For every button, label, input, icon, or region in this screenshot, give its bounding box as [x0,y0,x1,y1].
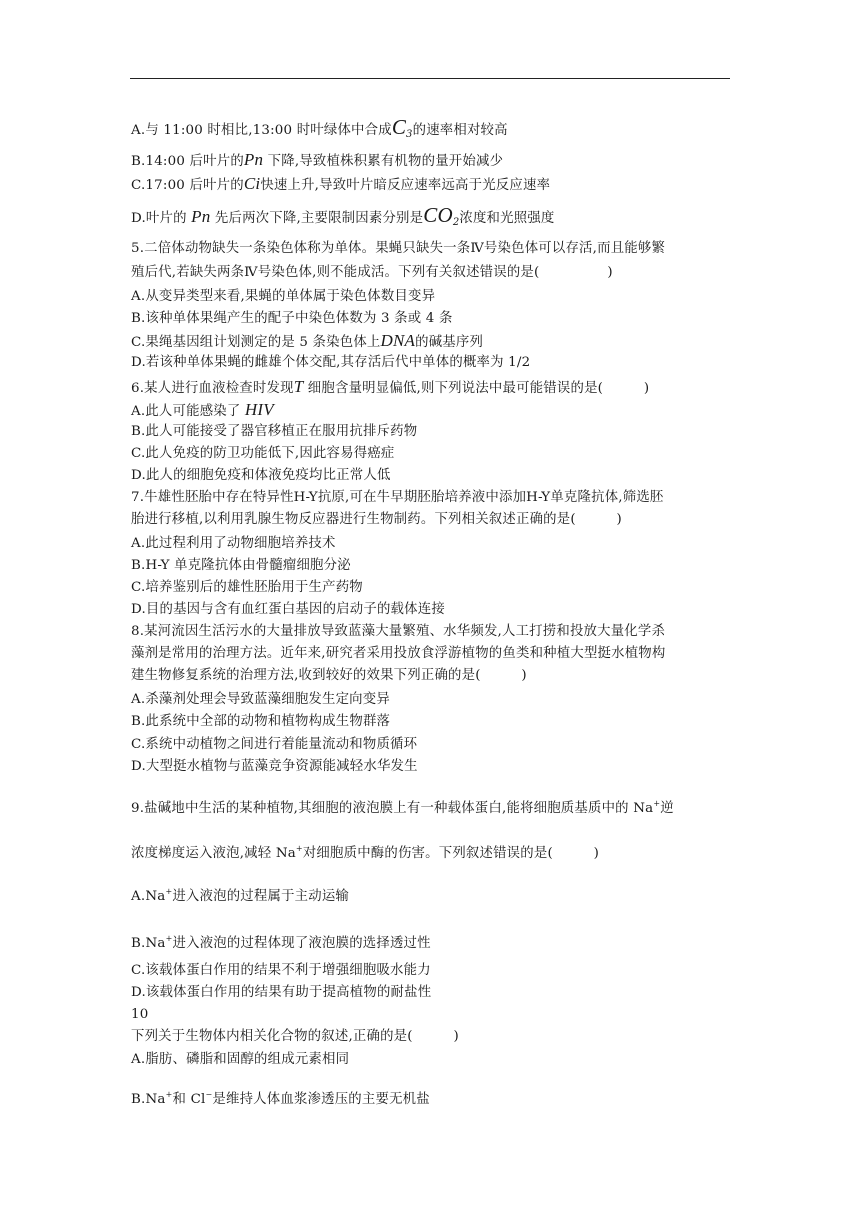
text-run: C.果绳基因组计划测定的是 5 条染色体上 [131,335,381,350]
text-line [131,840,599,863]
text-run: 胎进行移植,以利用乳腺生物反应器进行生物制药。下列相关叙述正确的是( ) [131,512,622,527]
text-run: B.此系统中全部的动物和植物构成生物群落 [131,714,391,729]
text-run: 浓度和光照强度 [459,211,555,226]
text-run: B.Na [131,1092,166,1107]
text-run: A.此过程利用了动物细胞培养技术 [131,536,336,551]
text-run: D.该载体蛋白作用的结果有助于提高植物的耐盐性 [131,985,432,1000]
text-line [131,378,649,398]
text-run: 6.某人进行血液检查时发现 [131,381,294,396]
text-run: D.目的基因与含有血红蛋白基因的启动子的载体连接 [131,602,445,617]
text-run: A.脂肪、磷脂和固醇的组成元素相同 [131,1052,350,1067]
text-run: B.该种单体果绳产生的配子中染色体数为 3 条或 4 条 [131,311,453,326]
text-line [131,535,336,553]
text-run: A.杀藻剂处理会导致蓝藻细胞发生定向变异 [131,692,390,707]
subscript: 2 [452,217,460,228]
text-run: 快速上升,导致叶片暗反应速率远高于光反应速率 [260,178,551,193]
text-run: B.Na [131,936,166,951]
text-run: 进入液泡的过程属于主动运输 [172,889,350,904]
text-run: C.系统中动植物之间进行着能量流动和物质循环 [131,737,418,752]
text-run: 殖后代,若缺失两条Ⅳ号染色体,则不能成活。下列有关叙述错误的是( ) [131,265,613,280]
text-run: C.此人免疫的防卫功能低下,因此容易得癌症 [131,446,395,461]
text-run: 8.某河流因生活污水的大量排放导致蓝藻大量繁殖、水华频发,人工打捞和投放大量化学杀 [131,624,666,639]
subscript: 3 [406,129,413,140]
superscript: − [205,1090,213,1099]
text-run: D.大型挺水植物与蓝藻竞争资源能减轻水华发生 [131,759,418,774]
text-run: A.与 11:00 时相比,13:00 时叶绿体中合成 [131,123,392,138]
text-line [131,883,349,906]
text-run: C.培养鉴别后的雄性胚胎用于生产药物 [131,580,363,595]
text-run: 下列关于生物体内相关化合物的叙述,正确的是( ) [131,1029,459,1044]
text-line [131,691,390,709]
superscript: + [165,934,173,943]
text-line [131,489,664,507]
text-line [131,758,418,776]
superscript: + [165,1090,173,1099]
text-line [131,557,351,575]
text-line [131,240,665,258]
text-line [131,1086,430,1109]
text-run: 的速率相对较高 [412,123,508,138]
text-line [131,288,435,306]
text-run: 10 [131,1007,149,1022]
text-run: B.14:00 后叶片的 [131,154,244,169]
text-line [131,623,665,641]
text-line [131,1006,148,1024]
text-line [131,423,417,441]
text-line [131,736,417,754]
text-run: A.此人可能感染了 [131,404,245,419]
text-line [131,264,613,282]
text-run: C.17:00 后叶片的 [131,178,244,193]
text-line [131,795,674,818]
text-run: 7.牛雄性胚胎中存在特异性H-Y抗原,可在牛早期胚胎培养液中添加H-Y单克隆抗体,筛选胚 [131,490,664,505]
text-line [131,645,666,663]
math-symbol: Pn [243,150,264,169]
text-run: B.此人可能接受了器官移植正在服用抗排斥药物 [131,424,418,439]
math-symbol: DNA [380,331,416,350]
header-rule [130,78,730,79]
text-run: 和 Cl [172,1092,206,1107]
text-line [131,579,363,597]
text-run: 细胞含量明显偏低,则下列说法中最可能错误的是( ) [303,381,650,396]
text-line [131,962,431,980]
text-line [131,401,274,421]
text-line [131,115,508,144]
math-symbol: T [293,377,304,396]
text-run: 先后两次下降,主要限制因素分别是 [210,211,424,226]
superscript: + [295,844,303,853]
text-run: C.该载体蛋白作用的结果不利于增强细胞吸水能力 [131,963,431,978]
text-run: 的碱基序列 [415,335,484,350]
superscript: + [653,799,661,808]
text-line [131,667,527,685]
text-line [131,601,445,619]
text-line [131,175,550,195]
text-run: A.从变异类型来看,果蝇的单体属于染色体数目变异 [131,289,436,304]
text-run: A.Na [131,889,166,904]
text-line [131,203,555,232]
text-run: 逆 [660,801,674,816]
math-symbol: HIV [244,400,274,419]
text-line [131,310,453,328]
text-run: 对细胞质中酶的伤害。下列叙述错误的是( ) [302,846,600,861]
text-run: 5.二倍体动物缺失一条染色体称为单体。果蝇只缺失一条Ⅳ号染色体可以存活,而且能够繁 [131,241,666,256]
text-line [131,332,483,352]
text-run: D.此人的细胞免疫和体液免疫均比正常人低 [131,468,391,483]
math-symbol: Pn [191,207,211,226]
math-symbol: CO [423,203,453,227]
text-line [131,445,395,463]
text-run: D.若该种单体果蝇的雌雄个体交配,其存活后代中单体的概率为 1/2 [131,355,531,370]
text-run: 浓度梯度运入液泡,减轻 Na [131,846,296,861]
text-run: 是维持人体血浆渗透压的主要无机盐 [212,1092,430,1107]
text-line [131,1051,349,1069]
text-run: 藻剂是常用的治理方法。近年来,研究者采用投放食浮游植物的鱼类和种植大型挺水植物构 [131,646,666,661]
math-symbol: Ci [243,174,261,193]
text-run: 建生物修复系统的治理方法,收到较好的效果下列正确的是( ) [131,668,527,683]
text-line [131,354,530,372]
text-line [131,511,622,529]
text-run: 进入液泡的过程体现了液泡膜的选择透过性 [172,936,431,951]
text-line [131,930,431,953]
math-symbol: C [391,115,407,139]
text-line [131,713,390,731]
text-run: D.叶片的 [131,211,192,226]
text-line [131,1028,459,1046]
text-line [131,467,391,485]
text-run: B.H-Y 单克隆抗体由骨髓瘤细胞分泌 [131,558,351,573]
superscript: + [165,887,173,896]
text-line [131,984,431,1002]
text-run: 下降,导致植株积累有机物的量开始减少 [263,154,504,169]
text-run: 9.盐碱地中生活的某种植物,其细胞的液泡膜上有一种载体蛋白,能将细胞质基质中的 Na [131,801,654,816]
text-line [131,151,503,171]
